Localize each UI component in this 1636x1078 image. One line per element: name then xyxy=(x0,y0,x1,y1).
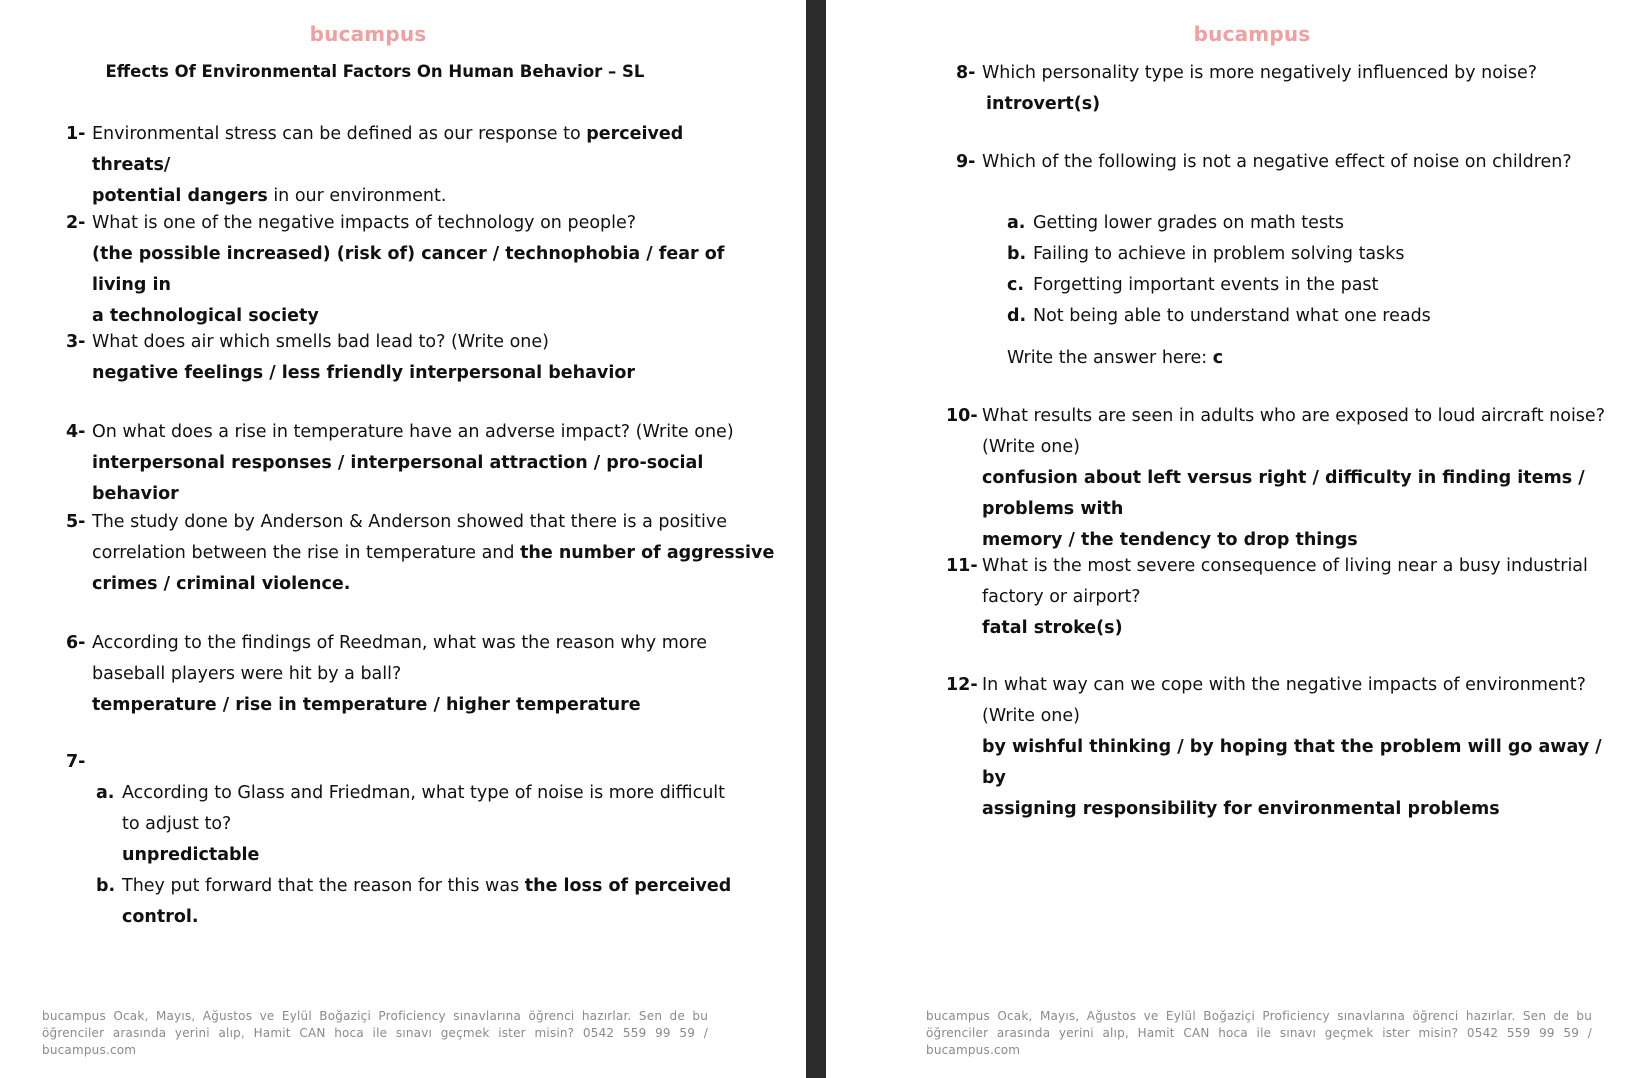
answer-text: temperature / rise in temperature / higher temperature xyxy=(92,695,641,715)
option-letter: a. xyxy=(96,783,115,803)
question-12 xyxy=(946,670,1626,825)
write-answer-label: Write the answer here: xyxy=(1007,348,1213,368)
answer-text: crimes / criminal violence. xyxy=(92,574,351,594)
answer-text: negative feelings / less friendly interpersonal behavior xyxy=(92,363,635,383)
question-number: 11- xyxy=(946,556,978,576)
question-9 xyxy=(956,147,1616,374)
option-d xyxy=(1007,301,1616,332)
write-answer-line xyxy=(1007,343,1616,374)
page-footer: bucampus Ocak, Mayıs, Ağustos ve Eylül Boğaziçi Proficiency sınavlarına öğrenci hazırlar. Sen de bu öğrenciler arasında yerini alıp, Hamit CAN hoca ile sınavı geçmek ister misin? 0542 559 99 59 / bucampus.com xyxy=(926,1009,1592,1057)
option-letter: d. xyxy=(1007,306,1027,326)
question-text: The study done by Anderson & Anderson showed that there is a positive xyxy=(92,512,727,532)
question-text: correlation between the rise in temperature and xyxy=(92,543,521,563)
answer-text: assigning responsibility for environmental problems xyxy=(982,799,1500,819)
answer-text: confusion about left versus right / difficulty in finding items / problems with xyxy=(982,468,1585,519)
question-number: 2- xyxy=(66,213,86,233)
question-text: Which of the following is not a negative effect of noise on children? xyxy=(982,152,1572,172)
question-number: 5- xyxy=(66,512,86,532)
question-text: in our environment. xyxy=(267,186,447,206)
option-letter: b. xyxy=(1007,244,1027,264)
question-number: 6- xyxy=(66,633,86,653)
question-4 xyxy=(66,417,786,510)
question-number: 7- xyxy=(66,752,86,772)
question-number: 3- xyxy=(66,332,86,352)
answer-text: memory / the tendency to drop things xyxy=(982,530,1358,550)
answer-text: by wishful thinking / by hoping that the problem will go away / by xyxy=(982,737,1602,788)
question-text: They put forward that the reason for this was xyxy=(122,876,525,896)
question-text: What is one of the negative impacts of technology on people? xyxy=(92,213,637,233)
question-text: On what does a rise in temperature have an adverse impact? (Write one) xyxy=(92,422,734,442)
question-text: baseball players were hit by a ball? xyxy=(92,664,402,684)
option-letter: b. xyxy=(96,876,116,896)
question-6 xyxy=(66,628,786,721)
answer-text: perceived threats/ xyxy=(92,124,684,175)
question-11 xyxy=(946,551,1626,644)
answer-text: interpersonal responses / interpersonal attraction / pro-social behavior xyxy=(92,453,704,504)
option-text: Forgetting important events in the past xyxy=(1033,275,1379,295)
question-number: 12- xyxy=(946,675,978,695)
question-text: Environmental stress can be defined as our response to xyxy=(92,124,587,144)
brand-logo: bucampus xyxy=(1193,22,1311,46)
page-divider xyxy=(806,0,826,1078)
question-3 xyxy=(66,327,766,389)
document-title: Effects Of Environmental Factors On Human Behavior – SL xyxy=(105,62,645,81)
question-8 xyxy=(956,58,1616,120)
question-number: 10- xyxy=(946,406,978,426)
question-text: What is the most severe consequence of living near a busy industrial xyxy=(982,556,1588,576)
answer-text: c xyxy=(1212,348,1224,368)
answer-text: control. xyxy=(122,907,199,927)
question-text: According to Glass and Friedman, what type of noise is more difficult xyxy=(122,783,726,803)
option-text: Failing to achieve in problem solving tasks xyxy=(1033,244,1405,264)
question-number: 8- xyxy=(956,63,976,83)
question-text: factory or airport? xyxy=(982,587,1141,607)
question-10 xyxy=(946,401,1626,556)
question-text: Which personality type is more negatively influenced by noise? xyxy=(982,63,1538,83)
question-text: In what way can we cope with the negative impacts of environment? xyxy=(982,675,1586,695)
question-7a xyxy=(96,778,786,871)
answer-text: unpredictable xyxy=(122,845,260,865)
brand-logo: bucampus xyxy=(309,22,427,46)
question-text: (Write one) xyxy=(982,706,1080,726)
option-c xyxy=(1007,270,1616,301)
question-text: What results are seen in adults who are exposed to loud aircraft noise? xyxy=(982,406,1605,426)
answer-text: potential dangers xyxy=(92,186,268,206)
question-2 xyxy=(66,208,766,332)
question-number: 4- xyxy=(66,422,86,442)
answer-text: fatal stroke(s) xyxy=(982,618,1123,638)
page-footer: bucampus Ocak, Mayıs, Ağustos ve Eylül Boğaziçi Proficiency sınavlarına öğrenci hazırlar. Sen de bu öğrenciler arasında yerini alıp, Hamit CAN hoca ile sınavı geçmek ister misin? 0542 559 99 59 / bucampus.com xyxy=(42,1009,708,1057)
option-text: Not being able to understand what one reads xyxy=(1033,306,1431,326)
question-1 xyxy=(66,119,766,212)
option-a xyxy=(1007,208,1616,239)
option-b xyxy=(1007,239,1616,270)
page-left xyxy=(0,0,806,1078)
question-text: to adjust to? xyxy=(122,814,232,834)
question-7 xyxy=(66,747,786,933)
question-number: 9- xyxy=(956,152,976,172)
question-5 xyxy=(66,507,786,600)
option-text: Getting lower grades on math tests xyxy=(1033,213,1345,233)
question-text: What does air which smells bad lead to? (Write one) xyxy=(92,332,549,352)
answer-text: a technological society xyxy=(92,306,319,326)
option-letter: c. xyxy=(1007,275,1025,295)
question-text: According to the findings of Reedman, what was the reason why more xyxy=(92,633,708,653)
options-list xyxy=(1007,208,1616,374)
answer-text: the loss of perceived xyxy=(524,876,732,896)
page-right xyxy=(826,0,1636,1078)
option-letter: a. xyxy=(1007,213,1026,233)
answer-text: introvert(s) xyxy=(986,94,1101,114)
answer-text: (the possible increased) (risk of) cancer / technophobia / fear of living in xyxy=(92,244,725,295)
answer-text: the number of aggressive xyxy=(520,543,775,563)
question-7b xyxy=(96,871,786,933)
question-number: 1- xyxy=(66,124,86,144)
question-text: (Write one) xyxy=(982,437,1080,457)
